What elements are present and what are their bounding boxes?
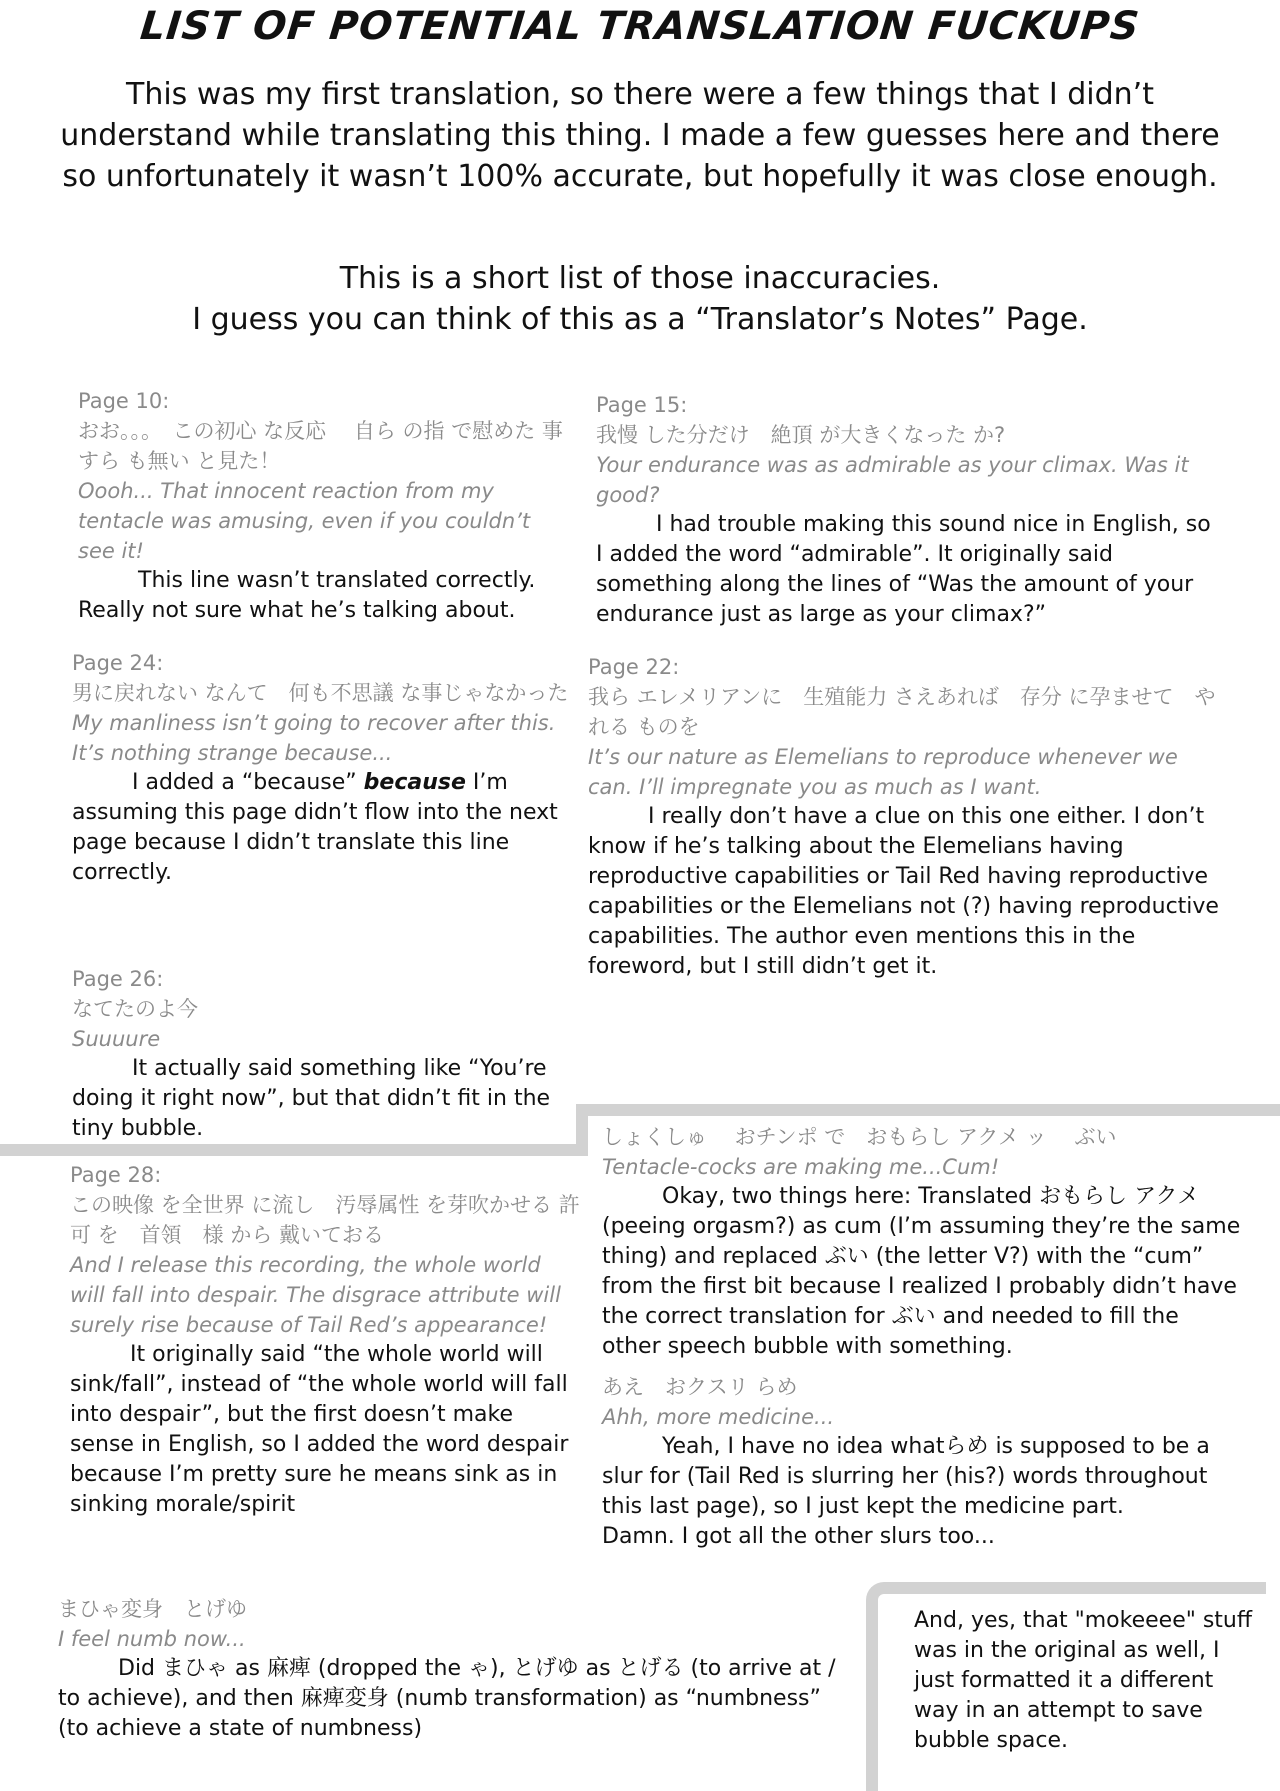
entry-page-28 [70, 1160, 582, 1520]
entry-translation: It’s our nature as Elemelians to reproduce whenever we can. I’ll impregnate you as much as I want. [588, 745, 1178, 799]
intro-paragraph: This was my first translation, so there were a few things that I didn’t understand while translating this thing. I made a few guesses here and there so unfortunately it wasn’t 100% accurate, but hopefully it was close enough. [60, 77, 1220, 194]
entry-note: It actually said something like “You’re doing it right now”, but that didn’t fit in the tiny bubble. [72, 1056, 551, 1141]
entry-japanese: まひゃ変身 とげゆ [58, 1597, 247, 1621]
entry-japanese: 男に戻れない なんて 何も不思議 な事じゃなかった [72, 681, 569, 705]
entry-page-label: Page 10: [78, 389, 170, 413]
entry-page-15 [596, 390, 1216, 630]
entry-page-label: Page 28: [70, 1163, 162, 1187]
entry-japanese: しょくしゅ おチンポ で おもらし アクメ ッ ぶい [602, 1125, 1117, 1149]
entry-page-24 [72, 648, 572, 888]
entry-page-10 [78, 386, 584, 626]
entry-note [72, 768, 572, 888]
entry-translation: Suuuure [72, 1027, 161, 1051]
entry-japanese: なてたのよ今 [72, 997, 198, 1021]
entry-note: Yeah, I have no idea whatらめ is supposed to be a slur for (Tail Red is slurring her (his?) words throughout this last page), so I just kept the medicine part. [602, 1434, 1210, 1519]
bubble-space-note-text: And, yes, that "mokeeee" stuff was in the original as well, I just formatted it a different way in an attempt to save bubble space. [914, 1608, 1253, 1753]
page-title: LIST OF POTENTIAL TRANSLATION FUCKUPS [138, 4, 1142, 49]
entry-japanese: おお。。。 この初心 な反応 自ら の指 で慰めた 事 すら も無い と見た！ [78, 419, 584, 473]
entry-japanese: 我慢 した分だけ 絶頂 が大きくなった か? [596, 423, 1006, 447]
entry-translation: Oooh... That innocent reaction from my tentacle was amusing, even if you couldn’t see it! [78, 479, 531, 563]
entry-japanese: 我ら エレメリアンに 生殖能力 さえあれば 存分 に孕ませて やれる ものを [588, 685, 1216, 739]
entry-translation: Ahh, more medicine... [602, 1405, 835, 1429]
entry-note: It originally said “the whole world will sink/fall”, instead of “the whole world will fall into despair”, but the first doesn’t make sense in English, so I added the word despair because I’m pretty sure he means sink as in sinking morale/spirit [70, 1342, 569, 1517]
entry-page-26 [72, 964, 572, 1144]
entry-note: I had trouble making this sound nice in English, so I added the word “admirable”. It originally said something along the lines of “Was the amount of your endurance just as large as your climax?” [596, 512, 1211, 627]
section-divider-right [576, 1104, 1280, 1116]
entry-note: I really don’t have a clue on this one either. I don’t know if he’s talking about the Elemelians having reproductive capabilities or Tail Red having reproductive capabilities or the Elemelians not (?) having reproductive capabilities. The author even mentions this in the foreword, but I still didn’t get it. [588, 804, 1219, 979]
entry-japanese: この映像 を全世界 に流し 汚辱属性 を芽吹かせる 許可 を 首領 様 から 戴いておる [70, 1193, 580, 1247]
entry-translation: Tentacle-cocks are making me...Cum! [602, 1155, 1000, 1179]
section-divider-left [0, 1144, 580, 1156]
entry-translation: And I release this recording, the whole world will fall into despair. The disgrace attribute will surely rise because of Tail Red’s appearance! [70, 1253, 561, 1337]
entry-page-label: Page 24: [72, 651, 164, 675]
entry-page-label: Page 26: [72, 967, 164, 991]
bubble-space-note [866, 1582, 1266, 1791]
intro-summary-line-2: I guess you can think of this as a “Translator’s Notes” Page. [192, 302, 1088, 337]
entry-translation: I feel numb now... [58, 1627, 246, 1651]
entry-note: This line wasn’t translated correctly. Really not sure what he’s talking about. [78, 568, 536, 623]
entry-note: Did まひゃ as 麻痺 (dropped the ゃ), とげゆ as とげる (to arrive at / to achieve), and then 麻痺変身 (numb transformation) as “numbness” (to achieve a state of numbness) [58, 1656, 836, 1741]
entry-page-label: Page 15: [596, 393, 688, 417]
entry-translation-2: It’s nothing strange because... [72, 741, 393, 765]
entry-page-22 [588, 652, 1228, 982]
intro-summary-line-1: This is a short list of those inaccuracies. [339, 261, 941, 296]
entry-tentacle-line [602, 1122, 1242, 1362]
entry-numb-line [58, 1594, 858, 1744]
entry-note-emphasis: because [363, 770, 466, 795]
entry-japanese: あえ おクスリ らめ [602, 1375, 798, 1399]
intro-summary [60, 258, 1220, 340]
entry-translation: My manliness isn’t going to recover after this. [72, 711, 556, 735]
entry-note: Okay, two things here: Translated おもらし アクメ (peeing orgasm?) as cum (I’m assuming they’re the same thing) and replaced ぶい (the letter V?) with the “cum” from the first bit because I realized I probably didn’t have the correct translation for ぶい and needed to fill the other speech bubble with something. [602, 1184, 1241, 1359]
entry-note-part: I’m assuming this page didn’t flow into the next page because I didn’t translate this line correctly. [72, 770, 558, 885]
entry-medicine-line [602, 1372, 1242, 1552]
entry-note-part: I added a “because” [132, 770, 364, 795]
entry-note-2: Damn. I got all the other slurs too... [602, 1524, 995, 1549]
entry-translation: Your endurance was as admirable as your climax. Was it good? [596, 453, 1189, 507]
entry-page-label: Page 22: [588, 655, 680, 679]
